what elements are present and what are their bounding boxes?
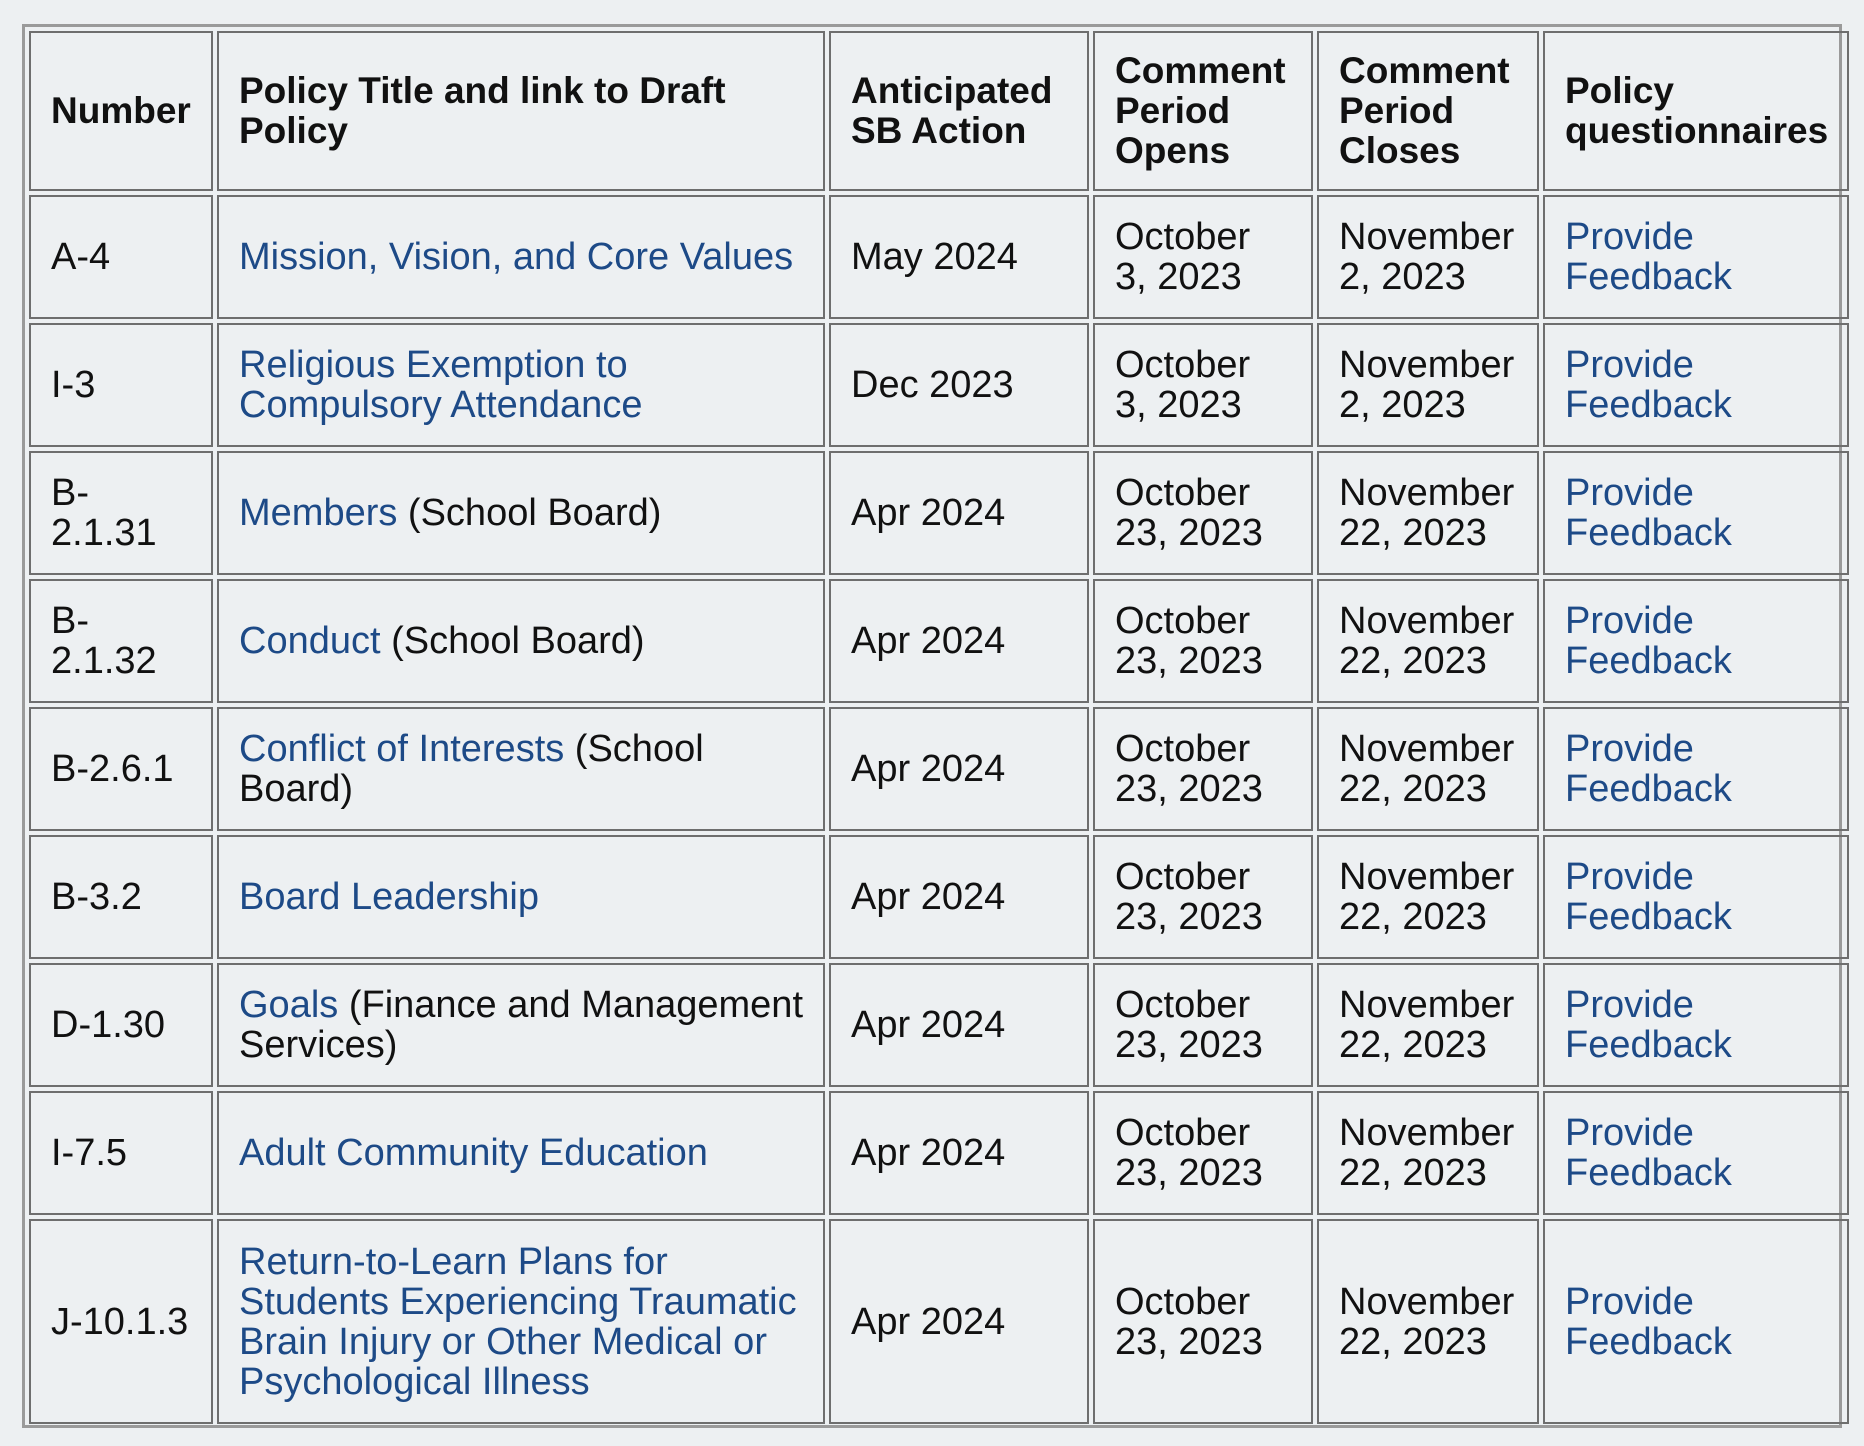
policy-link[interactable]: Return-to-Learn Plans for Students Experiencing Traumatic Brain Injury or Other Medical or Psychological Illness — [239, 1240, 797, 1403]
policy-title-suffix: (School Board) — [380, 620, 645, 662]
comment-closes: November 22, 2023 — [1317, 963, 1539, 1087]
comment-opens: October 23, 2023 — [1093, 1091, 1313, 1215]
questionnaire-cell — [1543, 707, 1849, 831]
table-row — [29, 963, 1849, 1087]
questionnaire-cell — [1543, 1091, 1849, 1215]
policy-number: B-2.6.1 — [29, 707, 213, 831]
comment-closes: November 2, 2023 — [1317, 323, 1539, 447]
provide-feedback-link[interactable]: Provide Feedback — [1565, 600, 1732, 682]
policy-title-suffix: (School Board) — [239, 728, 704, 810]
questionnaire-cell — [1543, 835, 1849, 959]
provide-feedback-link[interactable]: Provide Feedback — [1565, 1280, 1732, 1363]
questionnaire-cell — [1543, 579, 1849, 703]
provide-feedback-link[interactable]: Provide Feedback — [1565, 472, 1732, 554]
policy-title-cell — [217, 835, 825, 959]
policy-link[interactable]: Members — [239, 492, 398, 534]
table-row — [29, 451, 1849, 575]
policy-link[interactable]: Mission, Vision, and Core Values — [239, 236, 794, 278]
comment-opens: October 23, 2023 — [1093, 579, 1313, 703]
provide-feedback-link[interactable]: Provide Feedback — [1565, 216, 1732, 298]
policy-link[interactable]: Adult Community Education — [239, 1132, 708, 1174]
policy-number: I-7.5 — [29, 1091, 213, 1215]
policy-title-cell — [217, 579, 825, 703]
header-anticipated-action: Anticipated SB Action — [829, 31, 1089, 191]
comment-opens: October 23, 2023 — [1093, 1219, 1313, 1424]
policy-title-cell — [217, 1219, 825, 1424]
comment-closes: November 22, 2023 — [1317, 707, 1539, 831]
questionnaire-cell — [1543, 451, 1849, 575]
comment-closes: November 22, 2023 — [1317, 1219, 1539, 1424]
policy-table-container — [22, 24, 1842, 1428]
table-row — [29, 1091, 1849, 1215]
anticipated-action: Apr 2024 — [829, 1219, 1089, 1424]
comment-opens: October 3, 2023 — [1093, 195, 1313, 319]
anticipated-action: Apr 2024 — [829, 1091, 1089, 1215]
policy-number: D-1.30 — [29, 963, 213, 1087]
comment-opens: October 23, 2023 — [1093, 707, 1313, 831]
questionnaire-cell — [1543, 1219, 1849, 1424]
table-row — [29, 1219, 1849, 1424]
provide-feedback-link[interactable]: Provide Feedback — [1565, 856, 1732, 938]
policy-title-cell — [217, 1091, 825, 1215]
policy-number: J-10.1.3 — [29, 1219, 213, 1424]
table-row — [29, 707, 1849, 831]
policy-table — [25, 27, 1853, 1428]
policy-title-cell — [217, 195, 825, 319]
header-comment-closes: Comment Period Closes — [1317, 31, 1539, 191]
policy-number: B-3.2 — [29, 835, 213, 959]
policy-title-suffix: (Finance and Management Services) — [239, 984, 804, 1066]
table-row — [29, 195, 1849, 319]
header-policy-title: Policy Title and link to Draft Policy — [217, 31, 825, 191]
header-questionnaires: Policy questionnaires — [1543, 31, 1849, 191]
provide-feedback-link[interactable]: Provide Feedback — [1565, 984, 1732, 1066]
header-comment-opens: Comment Period Opens — [1093, 31, 1313, 191]
policy-title-cell — [217, 963, 825, 1087]
anticipated-action: May 2024 — [829, 195, 1089, 319]
policy-link[interactable]: Religious Exemption to Compulsory Attendance — [239, 344, 643, 426]
policy-title-suffix: (School Board) — [397, 492, 662, 534]
comment-opens: October 23, 2023 — [1093, 835, 1313, 959]
comment-opens: October 23, 2023 — [1093, 451, 1313, 575]
comment-opens: October 23, 2023 — [1093, 963, 1313, 1087]
policy-title-cell — [217, 707, 825, 831]
anticipated-action: Apr 2024 — [829, 451, 1089, 575]
comment-closes: November 22, 2023 — [1317, 1091, 1539, 1215]
policy-number: B-2.1.31 — [29, 451, 213, 575]
table-row — [29, 835, 1849, 959]
anticipated-action: Dec 2023 — [829, 323, 1089, 447]
comment-closes: November 22, 2023 — [1317, 579, 1539, 703]
policy-number: B-2.1.32 — [29, 579, 213, 703]
anticipated-action: Apr 2024 — [829, 835, 1089, 959]
anticipated-action: Apr 2024 — [829, 579, 1089, 703]
policy-link[interactable]: Board Leadership — [239, 876, 539, 918]
questionnaire-cell — [1543, 195, 1849, 319]
table-row — [29, 579, 1849, 703]
policy-link[interactable]: Conflict of Interests — [239, 728, 565, 770]
policy-number: A-4 — [29, 195, 213, 319]
policy-link[interactable]: Goals — [239, 984, 339, 1026]
questionnaire-cell — [1543, 963, 1849, 1087]
table-header-row — [29, 31, 1849, 191]
comment-opens: October 3, 2023 — [1093, 323, 1313, 447]
provide-feedback-link[interactable]: Provide Feedback — [1565, 728, 1732, 810]
questionnaire-cell — [1543, 323, 1849, 447]
policy-link[interactable]: Conduct — [239, 620, 381, 662]
policy-title-cell — [217, 451, 825, 575]
header-number: Number — [29, 31, 213, 191]
anticipated-action: Apr 2024 — [829, 963, 1089, 1087]
anticipated-action: Apr 2024 — [829, 707, 1089, 831]
provide-feedback-link[interactable]: Provide Feedback — [1565, 344, 1732, 426]
policy-title-cell — [217, 323, 825, 447]
table-row — [29, 323, 1849, 447]
provide-feedback-link[interactable]: Provide Feedback — [1565, 1112, 1732, 1194]
comment-closes: November 22, 2023 — [1317, 451, 1539, 575]
comment-closes: November 22, 2023 — [1317, 835, 1539, 959]
comment-closes: November 2, 2023 — [1317, 195, 1539, 319]
policy-number: I-3 — [29, 323, 213, 447]
